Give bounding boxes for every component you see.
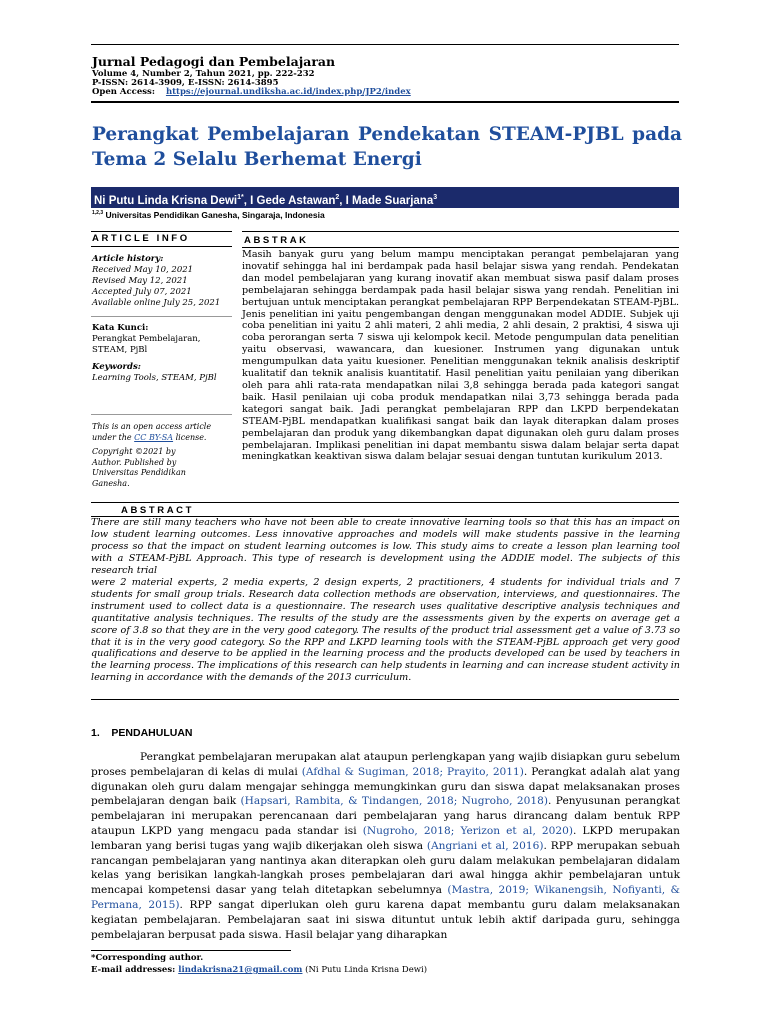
citation[interactable]: (Afdhal & Sugiman, 2018; Prayito, 2011) [301,765,524,778]
keywords-label: Keywords: [92,362,141,372]
affiliation-sup: 1,2,3 [92,210,104,217]
copyright-note [92,447,232,489]
keywords [92,362,232,384]
keywords-rule [91,414,232,415]
affiliation [92,210,325,220]
open-access-link[interactable]: https://ejournal.undiksha.ac.id/index.php/JP2/index [165,87,411,97]
citation[interactable]: (Angriani et al, 2016) [426,839,544,852]
section-body [91,750,680,942]
history-label: Article history: [92,254,164,264]
license-note [92,422,232,443]
abstrak-top-rule [242,231,679,232]
body-text-5: . RPP merupakan sebuah rancangan pembelajaran yang nantinya akan diterapkan oleh guru dalam melakukan pembelajaran didalam kelas yang berisikan langkah-langkah proses pembelajaran dari awal hingga akhir pembelajaran untuk mencapai kompetensi dasar yang telah ditetapkan sebelumnya [91,839,681,897]
abstrak-text: Masih banyak guru yang belum mampu menciptakan perangat pembelajaran yang inovatif sehingga hal ini berdampak pada hasil belajar siswa yang rendah. Pendekatan dan model pembelajaran yang kurang inovatif akan membuat siswa pasif dalam proses pembelajaran sehingga berdampak pada hasil belajar siswa yang rendah. Penelitian ini bertujuan untuk menciptakan perangkat pembelajaran RPP Berpendekatan STEAM-PjBL. Jenis penelitian ini yaitu pengembangan dengan menggunakan model ADDIE. Subjek uji coba penelitian ini yaitu 2 ahli materi, 2 ahli media, 2 ahli desain, 2 praktisi, 4 siswa uji coba perorangan serta 7 siswa uji kelompok kecil. Metode pengumpulan data penelitian yaitu observasi, wawancara, dan kuesioner. Instrumen yang digunakan untuk mengumpulkan data yaitu kuesioner. Penelitian menggunakan teknik analisis deskriptif kualitatif dan teknik analisis kuantitatif. Hasil penelitian yaitu penilaian yang diberikan oleh para ahli rata-rata mendapatkan nilai 3,8 sehingga berada pada kategori sangat baik. Hasil penilaian uji coba produk mendapatkan nilai 3,73 sehingga berada pada kategori sangat baik. Jadi perangkat pembelajaran RPP dan LKPD berpendekatan STEAM-PjBL mendapatkan kualifikasi sangat baik dan layak diterapkan dalam proses pembelajaran dan produk yang dikembangkan dapat digunakan oleh guru dalam proses pembelajaran. Implikasi penelitian ini dapat membantu siswa dalam belajar serta dapat meningkatkan keaktivan siswa dalam belajar sesuai dengan tuntutan kurikulum 2013. [242,249,679,463]
license-post: license. [173,432,207,442]
title-line-2: Tema 2 Selalu Berhemat Energi [92,149,422,170]
body-paragraph [91,750,680,942]
history-accepted: Accepted July 07, 2021 [92,287,192,297]
author-2-sup: 2 [335,194,340,201]
author-1-sup: 1* [237,194,244,201]
cc-by-sa-link[interactable]: CC BY-SA [134,432,174,442]
author-2: , I Gede Astawan [243,194,336,207]
abstrak-heading: ABSTRAK [244,235,309,246]
email-label: E-mail addresses: [91,965,179,975]
article-history [92,254,232,309]
license-line-2 [92,433,232,444]
author-1: Ni Putu Linda Krisna Dewi [94,194,238,207]
license-line-1: This is an open access article [92,422,212,431]
copyright-line-2: Author. Published by [92,457,177,467]
history-revised: Revised May 12, 2021 [92,276,188,286]
abstract-bottom-rule [91,699,679,700]
kata-kunci-line-2: STEAM, PjBl [92,345,148,355]
header-top-rule [91,44,679,45]
history-received: Received May 10, 2021 [92,265,194,275]
open-access-line [92,87,411,97]
footnote-rule [91,950,291,951]
abstract-heading: ABSTRACT [121,505,195,516]
kata-kunci [92,323,232,356]
body-text-1: Perangkat pembelajaran merupakan alat ataupun perlengkapan yang wajib disiapkan guru sebelum proses pembelajaran di kelas di mulai [91,751,680,778]
history-online: Available online July 25, 2021 [92,298,221,308]
header-bottom-rule [91,101,679,103]
email-owner: (Ni Putu Linda Krisna Dewi) [302,965,428,975]
abstract-text-part-2: were 2 material experts, 2 media experts, 2 design experts, 2 practitioners, 4 students for individual trials and 7 students for small group trials. Research data collection methods are observation, interviews, and questionnaires. The instrument used to collect data is a questionnaire. The research uses qualitative descriptive analysis techniques and quantitative analysis techniques. The results of the study are the assessments given by the experts on average get a score of 3.8 so that they are in the very good category. The results of the product trial assessment get a value of 3.73 so that it is in the very good category. So the RPP and LKPD learning tools with the STEAM-PjBL approach get very good qualifications and deserve to be applied in the learning process and the products developed can be used by teachers in the learning process. The implications of this research can help students in learning and can increase student activity in learning in accordance with the demands of the 2013 curriculum. [91,576,680,684]
author-3: , I Made Suarjana [339,194,434,207]
abstract-top-rule [91,502,679,503]
journal-name: Jurnal Pedagogi dan Pembelajaran [92,54,336,69]
corresponding-author: *Corresponding author. [91,953,204,963]
body-text-4: . LKPD merupakan lembaran yang berisi tugas yang wajib dikerjakan oleh siswa [91,824,681,852]
authors-bar [91,187,679,208]
abstrak-heading-rule [242,247,679,248]
copyright-line-1: Copyright ©2021 by [92,447,176,456]
citation[interactable]: (Hapsari, Rambita, & Tindangen, 2018; Nugroho, 2018) [240,795,549,808]
title-line-1: Perangkat Pembelajaran Pendekatan STEAM-PJBL pada [92,124,682,145]
abstract-text [91,517,680,684]
kata-kunci-label: Kata Kunci: [92,323,149,333]
copyright-line-3: Universitas Pendidikan [92,468,186,477]
citation[interactable]: (Mastra, 2019; Wikanengsih, Nofiyanti, & Permana, 2015) [91,884,680,911]
history-rule [91,316,232,317]
article-info-heading: ARTICLE INFO [92,233,190,244]
kata-kunci-line-1: Perangkat Pembelajaran, [92,334,201,344]
body-text-2: . Perangkat adalah alat yang digunakan oleh guru dalam mengajar sehingga memungkinkan guru dan siswa dapat melaksanakan proses pembelajaran dengan baik [91,765,681,808]
email-line [91,965,427,975]
article-info-bottom-rule [91,246,232,247]
citation[interactable]: (Nugroho, 2018; Yerizon et al, 2020) [362,824,574,837]
author-3-sup: 3 [433,194,438,201]
open-access-label: Open Access: [92,87,155,97]
body-text-3: . Penyusunan perangkat pembelajaran ini merupakan perencanaan dari pembelajaran yang harus dirancang dalam bentuk RPP ataupun LKPD yang mengacu pada standar isi [91,795,680,837]
affiliation-text: Universitas Pendidikan Ganesha, Singaraja, Indonesia [103,210,325,220]
paper-title [92,122,682,172]
keywords-list: Learning Tools, STEAM, PjBl [92,373,217,383]
abstract-text-part-1: There are still many teachers who have not been able to create innovative learning tools so that this has an impact on low student learning outcomes. Less innovative approaches and models will make students passive in the learning process so that the impact on student learning outcomes is low. This study aims to create a lesson plan learning tool with a STEAM-PjBL Approach. This type of research is development using the ADDIE model. The subjects of this research trial [91,517,680,576]
license-pre: under the [92,432,135,442]
journal-issn: P-ISSN: 2614-3909, E-ISSN: 2614-3895 [92,78,279,88]
journal-volume: Volume 4, Number 2, Tahun 2021, pp. 222-232 [92,69,315,79]
body-text-6: . RPP sangat diperlukan oleh guru karena dapat membantu guru dalam melaksanakan kegiatan pembelajaran. Pembelajaran saat ini siswa dituntut untuk lebih aktif daripada guru, sehingga pembelajaran berpusat pada siswa. Hasil belajar yang diharapkan [91,898,680,941]
article-info-top-rule [91,231,232,232]
email-link[interactable]: lindakrisna21@gmail.com [178,965,303,975]
copyright-line-4: Ganesha. [92,478,130,488]
section-heading: 1. PENDAHULUAN [91,727,193,739]
